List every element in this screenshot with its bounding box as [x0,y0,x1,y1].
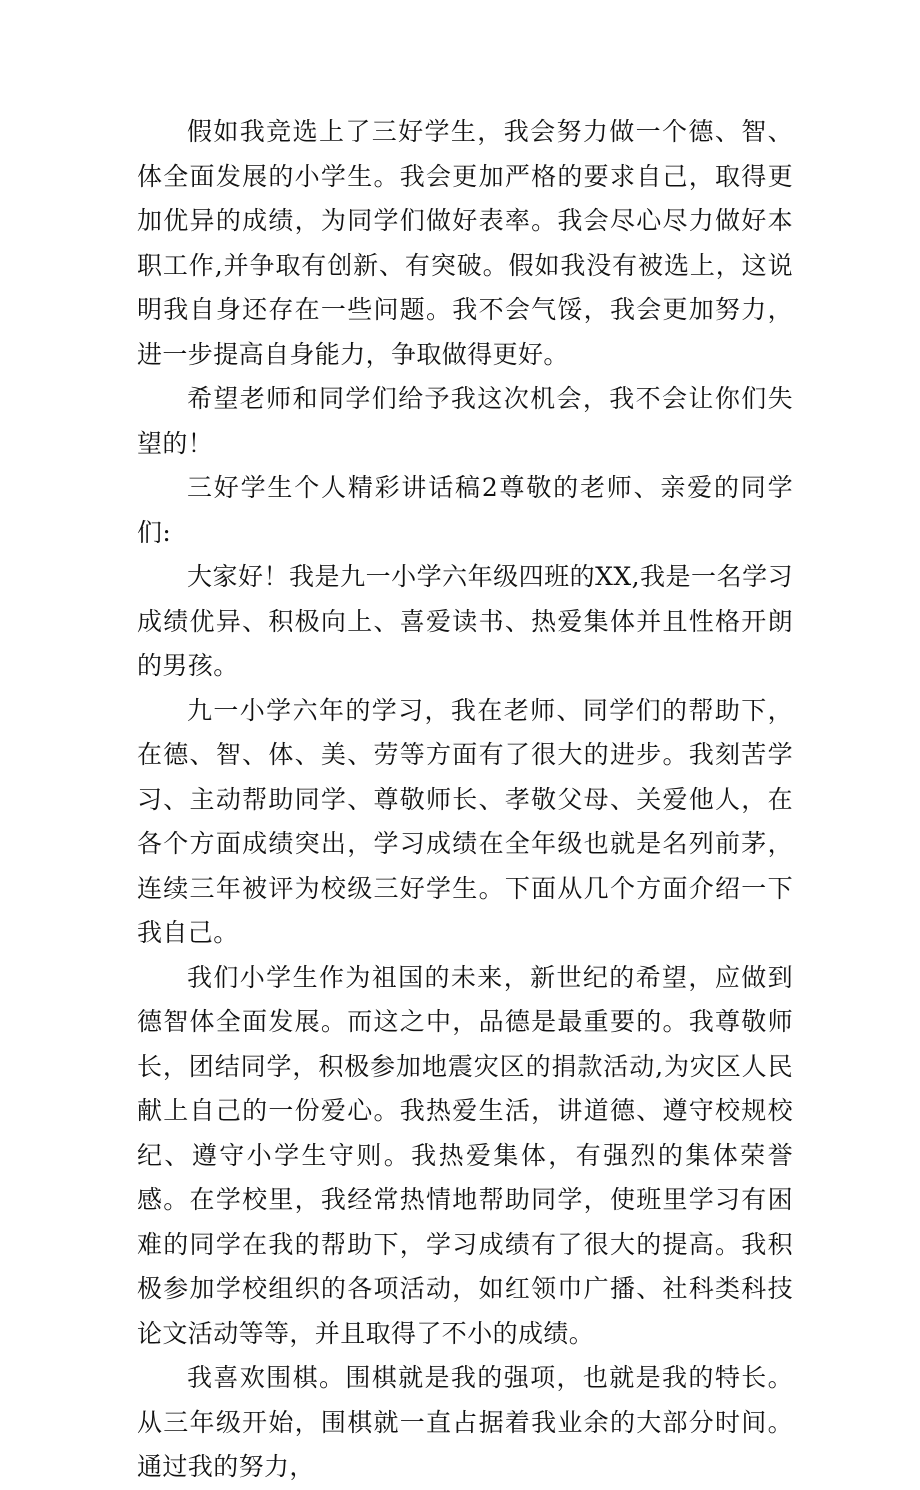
paragraph-speech-2-heading: 三好学生个人精彩讲话稿2尊敬的老师、亲爱的同学们: [137,473,793,547]
paragraph-go-hobby: 我喜欢围棋。围棋就是我的强项，也就是我的特长。从三年级开始，围棋就一直占据着我业余的大部分时间。通过我的努力， [137,1363,793,1481]
paragraph-moral-character: 我们小学生作为祖国的未来，新世纪的希望，应做到德智体全面发展。而这之中，品德是最重要的。我尊敬师长，团结同学，积极参加地震灾区的捐款活动,为灾区人民献上自己的一份爱心。我热爱生活，讲道德、遵守校规校纪、遵守小学生守则。我热爱集体，有强烈的集体荣誉感。在学校里，我经常热情地帮助同学，使班里学习有困难的同学在我的帮助下，学习成绩有了很大的提高。我积极参加学校组织的各项活动，如红领巾广播、社科类科技论文活动等等，并且取得了不小的成绩。 [137,962,793,1348]
paragraph-six-years-study: 九一小学六年的学习，我在老师、同学们的帮助下，在德、智、体、美、劳等方面有了很大的进步。我刻苦学习、主动帮助同学、尊敬师长、孝敬父母、关爱他人，在各个方面成绩突出，学习成绩在全年级也就是名列前茅，连续三年被评为校级三好学生。下面从几个方面介绍一下我自己。 [137,695,793,947]
paragraph-campaign-promise: 假如我竞选上了三好学生，我会努力做一个德、智、体全面发展的小学生。我会更加严格的要求自己，取得更加优异的成绩，为同学们做好表率。我会尽心尽力做好本职工作,并争取有创新、有突破。假如我没有被选上，这说明我自身还存在一些问题。我不会气馁，我会更加努力，进一步提高自身能力，争取做得更好。 [137,117,793,369]
paragraph-self-introduction: 大家好！我是九一小学六年级四班的XX,我是一名学习成绩优异、积极向上、喜爱读书、热爱集体并且性格开朗的男孩。 [137,562,793,680]
document-body [137,110,793,1490]
paragraph-closing-hope: 希望老师和同学们给予我这次机会，我不会让你们失望的！ [137,384,793,458]
